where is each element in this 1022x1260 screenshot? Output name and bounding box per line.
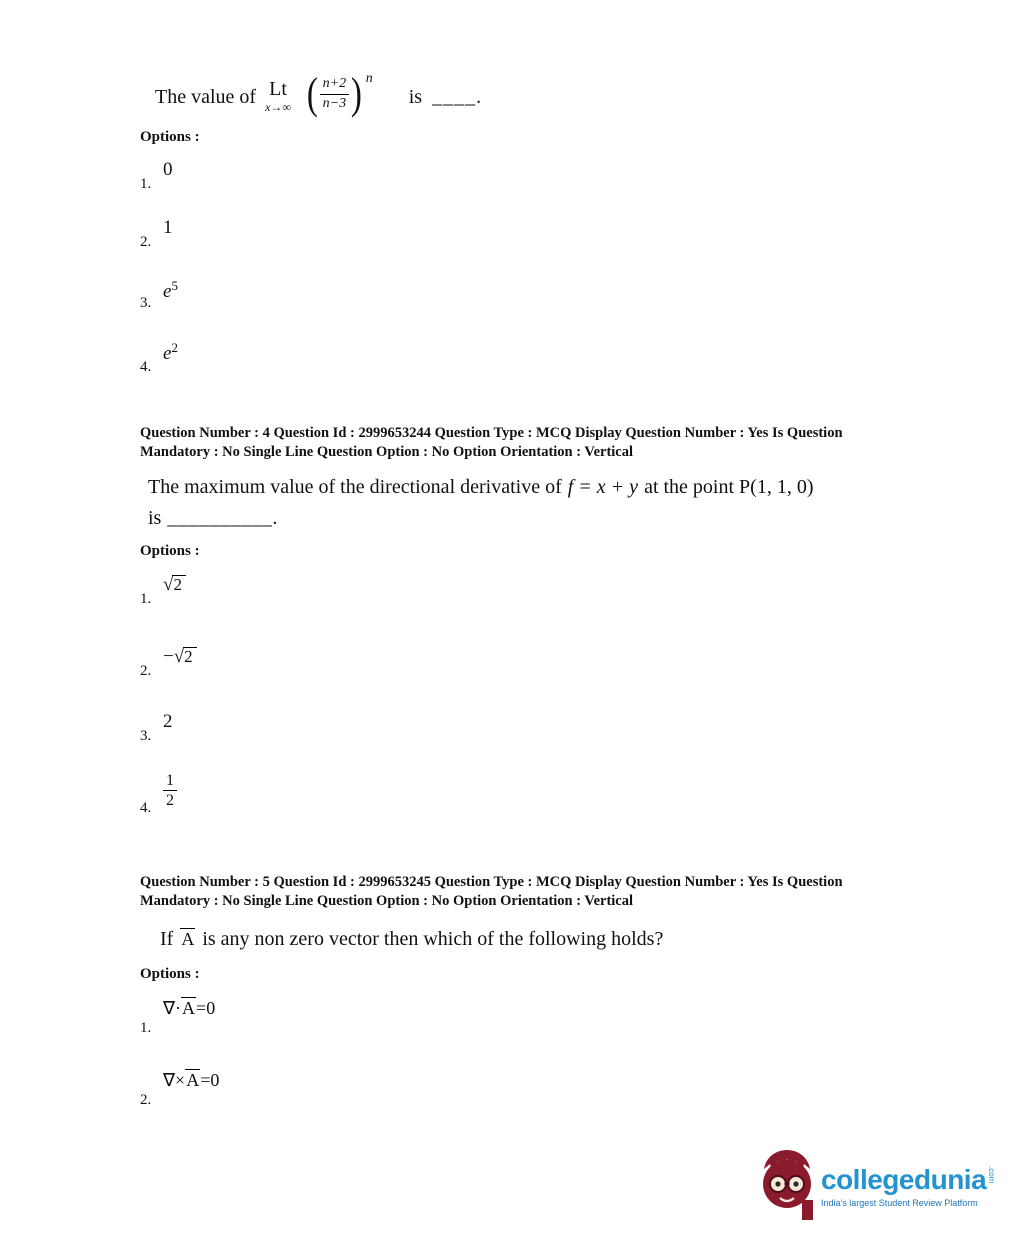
q3-option-2 bbox=[140, 217, 260, 251]
q4-option-2 bbox=[140, 646, 280, 680]
q4-meta bbox=[140, 424, 843, 461]
vector-a: A bbox=[181, 929, 195, 949]
q5-options-label: Options : bbox=[140, 966, 200, 982]
q4-formula: f = x + y bbox=[567, 476, 639, 498]
q4-answer-blank: __________. bbox=[167, 507, 278, 529]
half-fraction bbox=[163, 771, 177, 810]
q3-option-4-number: 4. bbox=[140, 359, 152, 375]
q5-option-1-number: 1. bbox=[140, 1020, 152, 1036]
q3-option-1 bbox=[140, 159, 260, 193]
brand-name: collegedunia bbox=[821, 1164, 987, 1195]
right-paren: ) bbox=[350, 69, 362, 118]
q5-option-2 bbox=[140, 1069, 320, 1109]
fraction bbox=[320, 76, 349, 113]
q4-option-2-value bbox=[163, 646, 197, 668]
brand-row bbox=[821, 1166, 995, 1194]
collegedunia-logo bbox=[758, 1148, 995, 1220]
q4-option-4-number: 4. bbox=[140, 800, 152, 816]
equals-zero: =0 bbox=[200, 1070, 220, 1090]
q5-option-2-number: 2. bbox=[140, 1092, 152, 1108]
q4-option-4 bbox=[140, 769, 280, 817]
e-base: e bbox=[163, 281, 172, 302]
q4-option-3-number: 3. bbox=[140, 728, 152, 744]
q3-option-3 bbox=[140, 278, 260, 312]
q4-option-1-value bbox=[163, 574, 186, 596]
q5-option-1-value bbox=[163, 997, 215, 1019]
minus-sign: − bbox=[163, 646, 174, 667]
q4-meta-line1: Question Number : 4 Question Id : 2999653244 Question Type : MCQ Display Question Number : Yes Is Question bbox=[140, 425, 843, 441]
q3-question-prefix: The value of bbox=[155, 85, 257, 108]
q5-meta bbox=[140, 873, 843, 910]
q5-text-if: If bbox=[160, 928, 174, 950]
vector-a: A bbox=[182, 998, 196, 1018]
radical-sign: √ bbox=[163, 574, 174, 595]
brand-domain-suffix: .com bbox=[987, 1166, 997, 1184]
q3-options-label: Options : bbox=[140, 129, 200, 145]
fraction-numerator: 1 bbox=[163, 771, 177, 791]
q4-options-label: Options : bbox=[140, 543, 200, 559]
q5-meta-line2: Mandatory : No Single Line Question Option : No Option Orientation : Vertical bbox=[140, 892, 634, 909]
fraction-numerator: n+2 bbox=[320, 76, 349, 95]
q5-option-1 bbox=[140, 997, 320, 1037]
q5-question bbox=[160, 928, 670, 951]
q4-meta-line2: Mandatory : No Single Line Question Option : No Option Orientation : Vertical bbox=[140, 443, 634, 460]
q3-option-4 bbox=[140, 340, 260, 376]
q3-option-2-value: 1 bbox=[163, 217, 173, 238]
q3-question bbox=[155, 68, 482, 126]
q4-option-1 bbox=[140, 574, 280, 608]
q5-text-rest: is any non zero vector then which of the following holds? bbox=[202, 928, 664, 950]
radical-sign: √ bbox=[173, 646, 185, 667]
fraction-denominator: 2 bbox=[166, 792, 174, 810]
q3-option-3-number: 3. bbox=[140, 295, 152, 311]
left-paren: ( bbox=[306, 69, 318, 118]
logo-text bbox=[821, 1166, 995, 1208]
e-exponent: 5 bbox=[171, 278, 178, 293]
q4-question-line1 bbox=[148, 472, 820, 503]
q3-question-is: is bbox=[408, 85, 423, 108]
radicand: 2 bbox=[172, 575, 186, 594]
q5-option-2-value bbox=[163, 1069, 219, 1091]
divergence-operator: ∇· bbox=[163, 998, 182, 1018]
fraction-denominator: n−3 bbox=[322, 95, 347, 111]
q4-text-part2: at the point P(1, 1, 0) bbox=[644, 476, 814, 498]
q3-option-1-number: 1. bbox=[140, 176, 152, 192]
brand-tagline: India's largest Student Review Platform bbox=[821, 1198, 978, 1208]
equals-zero: =0 bbox=[196, 998, 216, 1018]
q3-option-4-value bbox=[163, 340, 178, 365]
e-base: e bbox=[163, 343, 172, 364]
q3-option-1-value: 0 bbox=[163, 159, 173, 180]
q3-option-3-value bbox=[163, 278, 178, 303]
q3-answer-blank: ____. bbox=[432, 85, 483, 108]
e-exponent: 2 bbox=[171, 340, 178, 355]
curl-operator: ∇× bbox=[163, 1070, 186, 1090]
q4-question-line2 bbox=[148, 503, 820, 534]
limit-operator bbox=[265, 79, 291, 115]
collegedunia-mascot-icon bbox=[758, 1148, 816, 1220]
limit-subscript: x→∞ bbox=[265, 100, 291, 114]
limit-lt: Lt bbox=[269, 78, 287, 100]
q4-option-3 bbox=[140, 711, 280, 745]
q4-option-4-value bbox=[163, 769, 177, 810]
q4-option-2-number: 2. bbox=[140, 663, 152, 679]
exponent-n: n bbox=[365, 71, 373, 86]
q4-option-3-value: 2 bbox=[163, 711, 173, 732]
q4-text-part1: The maximum value of the directional derivative of bbox=[148, 476, 562, 498]
q4-option-1-number: 1. bbox=[140, 591, 152, 607]
vector-a: A bbox=[186, 1070, 200, 1090]
q3-option-2-number: 2. bbox=[140, 234, 152, 250]
q4-question bbox=[148, 472, 820, 534]
radicand: 2 bbox=[183, 647, 197, 666]
q5-meta-line1: Question Number : 5 Question Id : 2999653245 Question Type : MCQ Display Question Number : Yes Is Question bbox=[140, 874, 843, 890]
q4-text-is: is bbox=[148, 507, 162, 529]
